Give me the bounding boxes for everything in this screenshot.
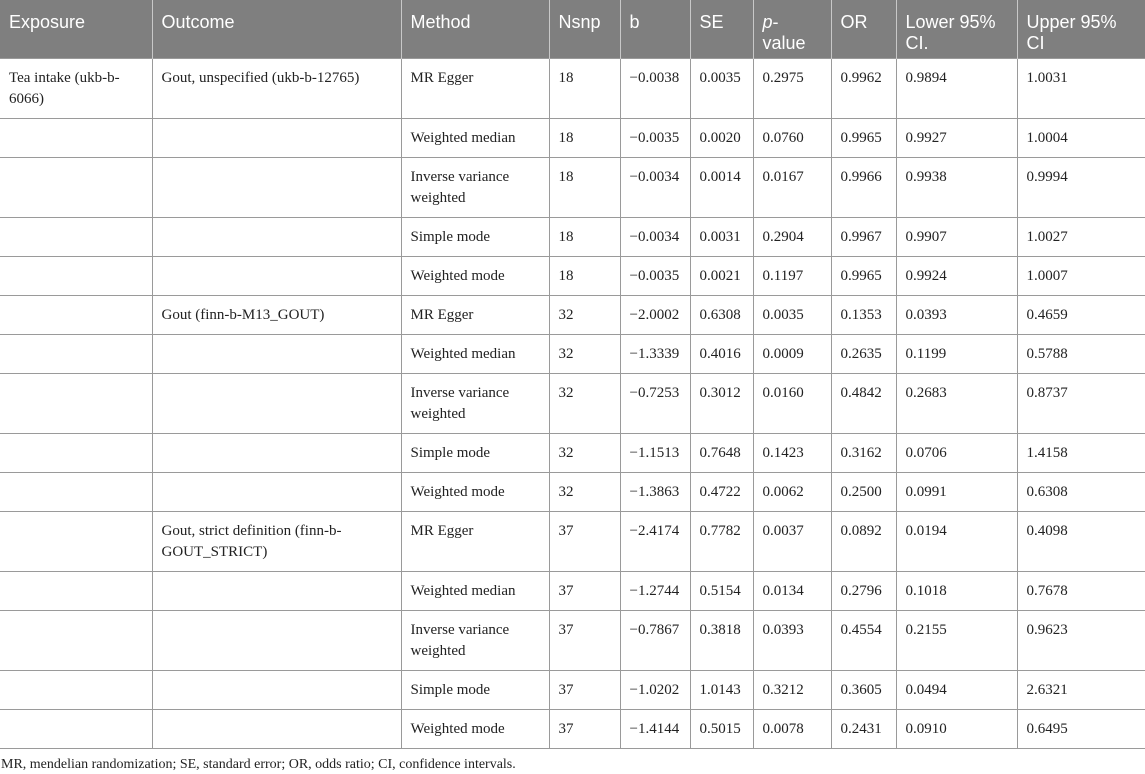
cell-nsnp: 18 — [549, 256, 620, 295]
cell-upper: 0.6308 — [1017, 472, 1145, 511]
cell-or: 0.9965 — [831, 256, 896, 295]
cell-method: Weighted mode — [401, 709, 549, 748]
cell-lower: 0.0194 — [896, 511, 1017, 571]
cell-method: Simple mode — [401, 433, 549, 472]
table-row — [0, 670, 1145, 709]
cell-nsnp: 32 — [549, 472, 620, 511]
table-footnote: MR, mendelian randomization; SE, standard error; OR, odds ratio; CI, confidence intervals. — [1, 756, 516, 772]
cell-upper: 0.9623 — [1017, 610, 1145, 670]
cell-or: 0.2796 — [831, 571, 896, 610]
cell-se: 0.5154 — [690, 571, 753, 610]
cell-se: 0.0020 — [690, 118, 753, 157]
cell-se: 0.3818 — [690, 610, 753, 670]
cell-nsnp: 37 — [549, 670, 620, 709]
cell-b: −0.0034 — [620, 217, 690, 256]
cell-b: −1.4144 — [620, 709, 690, 748]
cell-or: 0.3162 — [831, 433, 896, 472]
cell-se: 0.0031 — [690, 217, 753, 256]
cell-outcome — [152, 118, 401, 157]
cell-or: 0.4554 — [831, 610, 896, 670]
cell-method: Weighted median — [401, 571, 549, 610]
table-row — [0, 433, 1145, 472]
cell-b: −0.0035 — [620, 118, 690, 157]
cell-b: −1.1513 — [620, 433, 690, 472]
header-b: b — [620, 0, 690, 58]
cell-outcome — [152, 256, 401, 295]
cell-exposure — [0, 511, 152, 571]
cell-upper: 0.6495 — [1017, 709, 1145, 748]
cell-p: 0.2904 — [753, 217, 831, 256]
cell-lower: 0.9894 — [896, 58, 1017, 118]
cell-method: MR Egger — [401, 58, 549, 118]
cell-p: 0.2975 — [753, 58, 831, 118]
table-row — [0, 511, 1145, 571]
header-exposure: Exposure — [0, 0, 152, 58]
cell-outcome — [152, 709, 401, 748]
cell-lower: 0.9907 — [896, 217, 1017, 256]
cell-p: 0.0134 — [753, 571, 831, 610]
cell-se: 0.6308 — [690, 295, 753, 334]
cell-p: 0.0078 — [753, 709, 831, 748]
cell-lower: 0.9938 — [896, 157, 1017, 217]
cell-b: −0.7253 — [620, 373, 690, 433]
table-row — [0, 157, 1145, 217]
header-p-value — [753, 0, 831, 58]
cell-b: −1.0202 — [620, 670, 690, 709]
cell-b: −1.2744 — [620, 571, 690, 610]
cell-exposure — [0, 334, 152, 373]
cell-lower: 0.0494 — [896, 670, 1017, 709]
cell-or: 0.2500 — [831, 472, 896, 511]
table-row — [0, 709, 1145, 748]
cell-lower: 0.9924 — [896, 256, 1017, 295]
cell-outcome — [152, 433, 401, 472]
table-row — [0, 472, 1145, 511]
table-row — [0, 295, 1145, 334]
cell-outcome — [152, 610, 401, 670]
cell-outcome — [152, 157, 401, 217]
cell-upper: 0.7678 — [1017, 571, 1145, 610]
cell-lower: 0.9927 — [896, 118, 1017, 157]
cell-upper: 1.0004 — [1017, 118, 1145, 157]
table-row — [0, 118, 1145, 157]
cell-exposure — [0, 157, 152, 217]
cell-exposure — [0, 256, 152, 295]
table-row — [0, 256, 1145, 295]
cell-p: 0.0393 — [753, 610, 831, 670]
cell-b: −0.0034 — [620, 157, 690, 217]
header-or: OR — [831, 0, 896, 58]
cell-method: Weighted median — [401, 334, 549, 373]
cell-upper: 1.0031 — [1017, 58, 1145, 118]
cell-method: Inverse variance weighted — [401, 373, 549, 433]
header-se: SE — [690, 0, 753, 58]
cell-lower: 0.2683 — [896, 373, 1017, 433]
cell-p: 0.3212 — [753, 670, 831, 709]
table-row — [0, 217, 1145, 256]
cell-or: 0.9965 — [831, 118, 896, 157]
cell-se: 0.0021 — [690, 256, 753, 295]
cell-nsnp: 18 — [549, 118, 620, 157]
cell-nsnp: 32 — [549, 334, 620, 373]
cell-p: 0.0009 — [753, 334, 831, 373]
cell-upper: 0.9994 — [1017, 157, 1145, 217]
cell-se: 1.0143 — [690, 670, 753, 709]
cell-p: 0.0037 — [753, 511, 831, 571]
cell-lower: 0.1199 — [896, 334, 1017, 373]
cell-b: −1.3863 — [620, 472, 690, 511]
cell-se: 0.3012 — [690, 373, 753, 433]
table-body — [0, 58, 1145, 748]
cell-lower: 0.0706 — [896, 433, 1017, 472]
cell-se: 0.4722 — [690, 472, 753, 511]
cell-outcome — [152, 217, 401, 256]
cell-lower: 0.0393 — [896, 295, 1017, 334]
header-upper-ci: Upper 95% CI — [1017, 0, 1145, 58]
cell-exposure: Tea intake (ukb-b-6066) — [0, 58, 152, 118]
cell-or: 0.9966 — [831, 157, 896, 217]
cell-b: −0.0038 — [620, 58, 690, 118]
cell-se: 0.0014 — [690, 157, 753, 217]
cell-upper: 0.5788 — [1017, 334, 1145, 373]
header-p-rest: -value — [762, 12, 806, 53]
cell-outcome: Gout, strict definition (finn-b-GOUT_STRICT) — [152, 511, 401, 571]
cell-b: −0.0035 — [620, 256, 690, 295]
cell-lower: 0.1018 — [896, 571, 1017, 610]
cell-upper: 0.4098 — [1017, 511, 1145, 571]
table-row — [0, 373, 1145, 433]
cell-se: 0.4016 — [690, 334, 753, 373]
cell-method: Weighted mode — [401, 472, 549, 511]
cell-or: 0.2635 — [831, 334, 896, 373]
cell-method: Weighted median — [401, 118, 549, 157]
cell-method: Simple mode — [401, 670, 549, 709]
cell-exposure — [0, 472, 152, 511]
cell-p: 0.0035 — [753, 295, 831, 334]
cell-nsnp: 18 — [549, 58, 620, 118]
cell-se: 0.0035 — [690, 58, 753, 118]
cell-outcome: Gout (finn-b-M13_GOUT) — [152, 295, 401, 334]
cell-nsnp: 18 — [549, 217, 620, 256]
table-row — [0, 571, 1145, 610]
cell-se: 0.5015 — [690, 709, 753, 748]
cell-nsnp: 32 — [549, 295, 620, 334]
header-method: Method — [401, 0, 549, 58]
cell-exposure — [0, 295, 152, 334]
cell-method: Weighted mode — [401, 256, 549, 295]
cell-nsnp: 32 — [549, 433, 620, 472]
cell-or: 0.1353 — [831, 295, 896, 334]
cell-exposure — [0, 670, 152, 709]
cell-or: 0.0892 — [831, 511, 896, 571]
header-lower-ci: Lower 95% CI. — [896, 0, 1017, 58]
cell-p: 0.0160 — [753, 373, 831, 433]
header-p-italic: p — [762, 12, 773, 32]
cell-lower: 0.2155 — [896, 610, 1017, 670]
cell-upper: 2.6321 — [1017, 670, 1145, 709]
header-outcome: Outcome — [152, 0, 401, 58]
cell-nsnp: 37 — [549, 709, 620, 748]
table-row — [0, 610, 1145, 670]
table-row — [0, 58, 1145, 118]
header-nsnp: Nsnp — [549, 0, 620, 58]
cell-b: −0.7867 — [620, 610, 690, 670]
cell-exposure — [0, 118, 152, 157]
cell-nsnp: 37 — [549, 511, 620, 571]
cell-method: MR Egger — [401, 511, 549, 571]
cell-upper: 1.0007 — [1017, 256, 1145, 295]
cell-exposure — [0, 610, 152, 670]
cell-exposure — [0, 433, 152, 472]
cell-nsnp: 32 — [549, 373, 620, 433]
cell-or: 0.3605 — [831, 670, 896, 709]
cell-or: 0.2431 — [831, 709, 896, 748]
cell-upper: 1.4158 — [1017, 433, 1145, 472]
cell-method: Inverse variance weighted — [401, 157, 549, 217]
cell-outcome — [152, 472, 401, 511]
cell-se: 0.7648 — [690, 433, 753, 472]
cell-b: −2.0002 — [620, 295, 690, 334]
cell-p: 0.1197 — [753, 256, 831, 295]
cell-b: −1.3339 — [620, 334, 690, 373]
table-row — [0, 334, 1145, 373]
cell-outcome: Gout, unspecified (ukb-b-12765) — [152, 58, 401, 118]
cell-outcome — [152, 670, 401, 709]
cell-exposure — [0, 373, 152, 433]
cell-nsnp: 18 — [549, 157, 620, 217]
cell-method: MR Egger — [401, 295, 549, 334]
cell-lower: 0.0991 — [896, 472, 1017, 511]
cell-or: 0.9962 — [831, 58, 896, 118]
cell-outcome — [152, 571, 401, 610]
header-row — [0, 0, 1145, 58]
cell-p: 0.1423 — [753, 433, 831, 472]
cell-upper: 0.4659 — [1017, 295, 1145, 334]
cell-method: Simple mode — [401, 217, 549, 256]
cell-method: Inverse variance weighted — [401, 610, 549, 670]
cell-or: 0.4842 — [831, 373, 896, 433]
cell-exposure — [0, 709, 152, 748]
cell-exposure — [0, 571, 152, 610]
cell-p: 0.0062 — [753, 472, 831, 511]
cell-exposure — [0, 217, 152, 256]
cell-upper: 1.0027 — [1017, 217, 1145, 256]
cell-se: 0.7782 — [690, 511, 753, 571]
cell-outcome — [152, 334, 401, 373]
cell-outcome — [152, 373, 401, 433]
cell-p: 0.0167 — [753, 157, 831, 217]
cell-upper: 0.8737 — [1017, 373, 1145, 433]
cell-or: 0.9967 — [831, 217, 896, 256]
cell-lower: 0.0910 — [896, 709, 1017, 748]
cell-nsnp: 37 — [549, 571, 620, 610]
cell-nsnp: 37 — [549, 610, 620, 670]
cell-b: −2.4174 — [620, 511, 690, 571]
cell-p: 0.0760 — [753, 118, 831, 157]
